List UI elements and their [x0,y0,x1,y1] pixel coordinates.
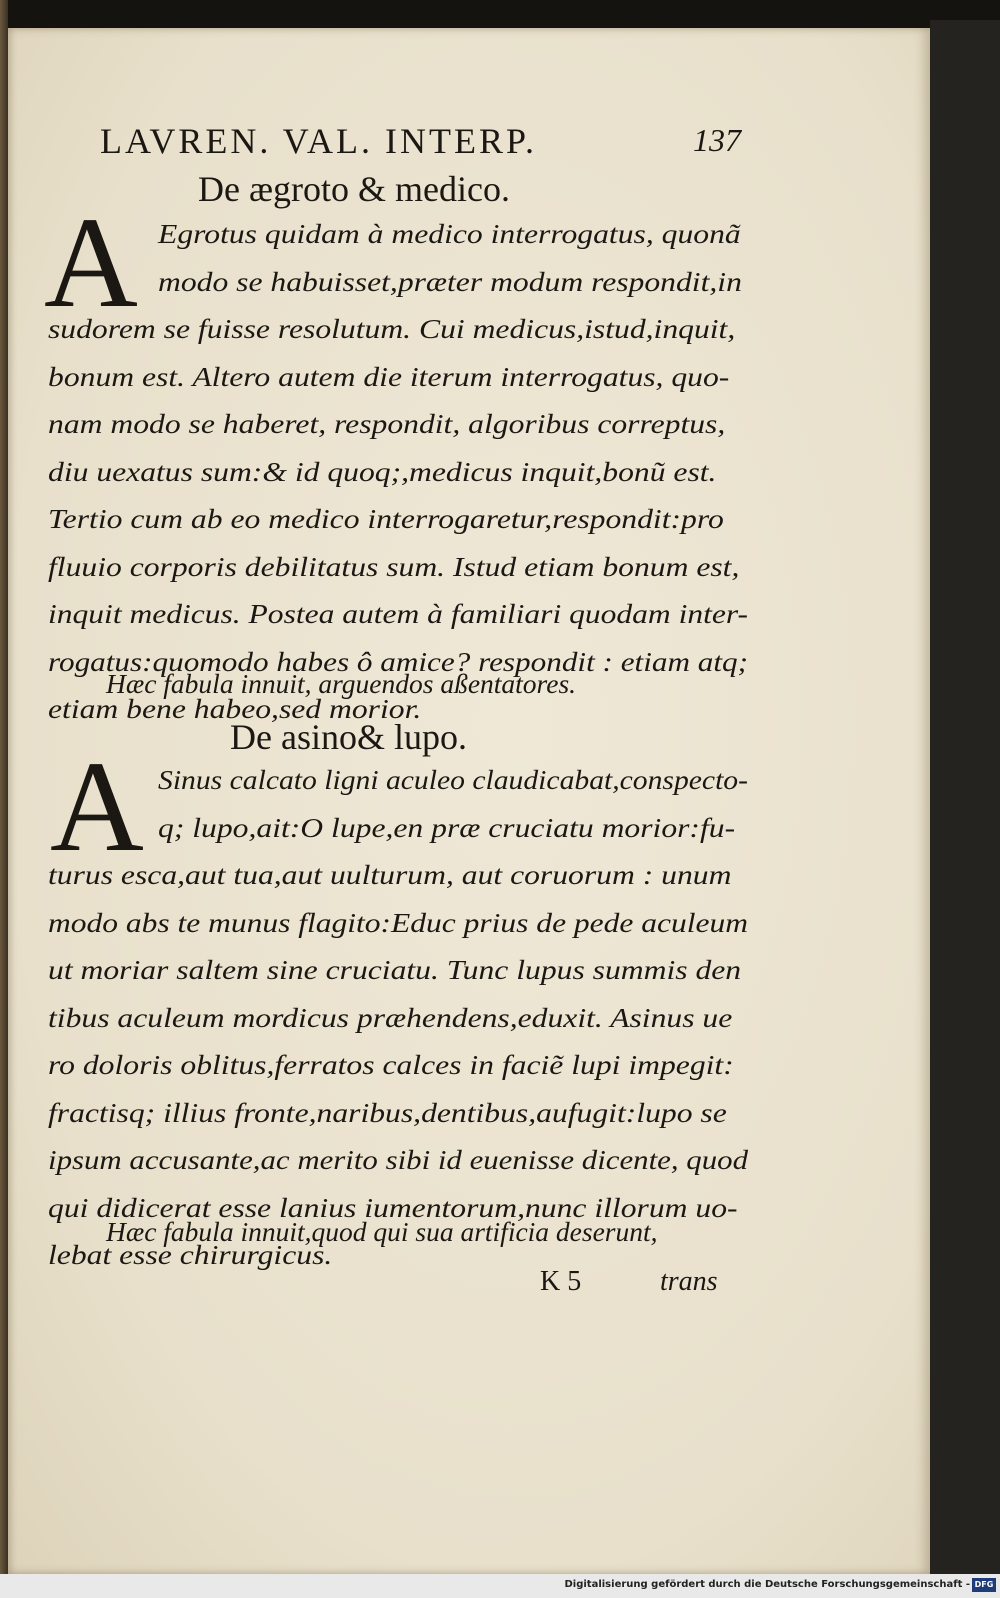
text-line: lebat esse chirurgicus. [48,1239,333,1270]
fable-title-2: De asino& lupo. [230,717,467,757]
text-line: etiam bene habeo,sed morior. [48,693,422,724]
text-line: rogatus:quomodo habes ô amice? respondit : etiam atq; [48,645,748,677]
text-line: Tertio cum ab eo medico interrogaretur,respondit:pro [48,503,724,534]
credit-bar [0,1574,1000,1598]
running-title: LAVREN. VAL. INTERP. [100,121,538,161]
scan-background-right [930,20,1000,1580]
text-line: modo se habuisset,præter modum respondit,in [158,265,742,297]
text-line: ut moriar saltem sine cruciatu. Tunc lupus summis den [48,954,742,985]
text-line: ipsum accusante,ac merito sibi id euenisse dicente, quod [48,1144,748,1175]
text-line: fractisq; illius fronte,naribus,dentibus,aufugit:lupo se [48,1096,727,1128]
text-line: nam modo se haberet, respondit, algoribus correptus, [48,408,726,439]
text-line: modo abs te munus flagito:Educ prius de pede aculeum [48,906,748,938]
book-page [8,28,930,1574]
text-line: qui didicerat esse lanius iumentorum,nunc illorum uo- [48,1191,738,1223]
signature-mark: K 5 [540,1266,582,1297]
text-line: tibus aculeum mordicus præhendens,eduxit. Asinus ue [48,1001,733,1033]
fable-title-1: De ægroto & medico. [198,169,510,209]
drop-initial-2: A [50,735,144,879]
funding-credit: Digitalisierung gefördert durch die Deutsche Forschungsgemeinschaft - [564,1579,970,1590]
text-line: bonum est. Altero autem die iterum interrogatus, quo- [48,360,730,392]
text-line: sudorem se fuisse resolutum. Cui medicus,istud,inquit, [48,313,736,344]
drop-initial-1: A [44,191,138,335]
text-line: fluuio corporis debilitatus sum. Istud etiam bonum est, [48,550,740,582]
text-line: diu uexatus sum:& id quoq;,medicus inquit,bonũ est. [48,455,717,487]
fable-body-2 [48,756,748,1279]
text-line: Egrotus quidam à medico interrogatus, quonã [158,218,741,249]
text-line: Sinus calcato ligni aculeo claudicabat,conspecto- [158,764,748,795]
dfg-logo[interactable]: DFG [972,1578,996,1592]
text-line: inquit medicus. Postea autem à familiari quodam inter- [48,598,748,629]
text-line: q; lupo,ait:O lupe,en præ cruciatu morior:fu- [158,811,736,843]
text-line: ro doloris oblitus,ferratos calces in faciẽ lupi impegit: [48,1049,734,1080]
fable-moral-2: Hæc fabula innuit,quod qui sua artificia deserunt, [106,1216,658,1247]
fable-moral-1: Hæc fabula innuit, arguendos aßentatores. [106,668,577,699]
page-number: 137 [693,122,741,158]
book-edge [0,0,8,1598]
fable-body-1 [48,210,748,733]
catchword: trans [660,1266,718,1297]
text-line: turus esca,aut tua,aut uulturum, aut coruorum : unum [48,859,732,890]
